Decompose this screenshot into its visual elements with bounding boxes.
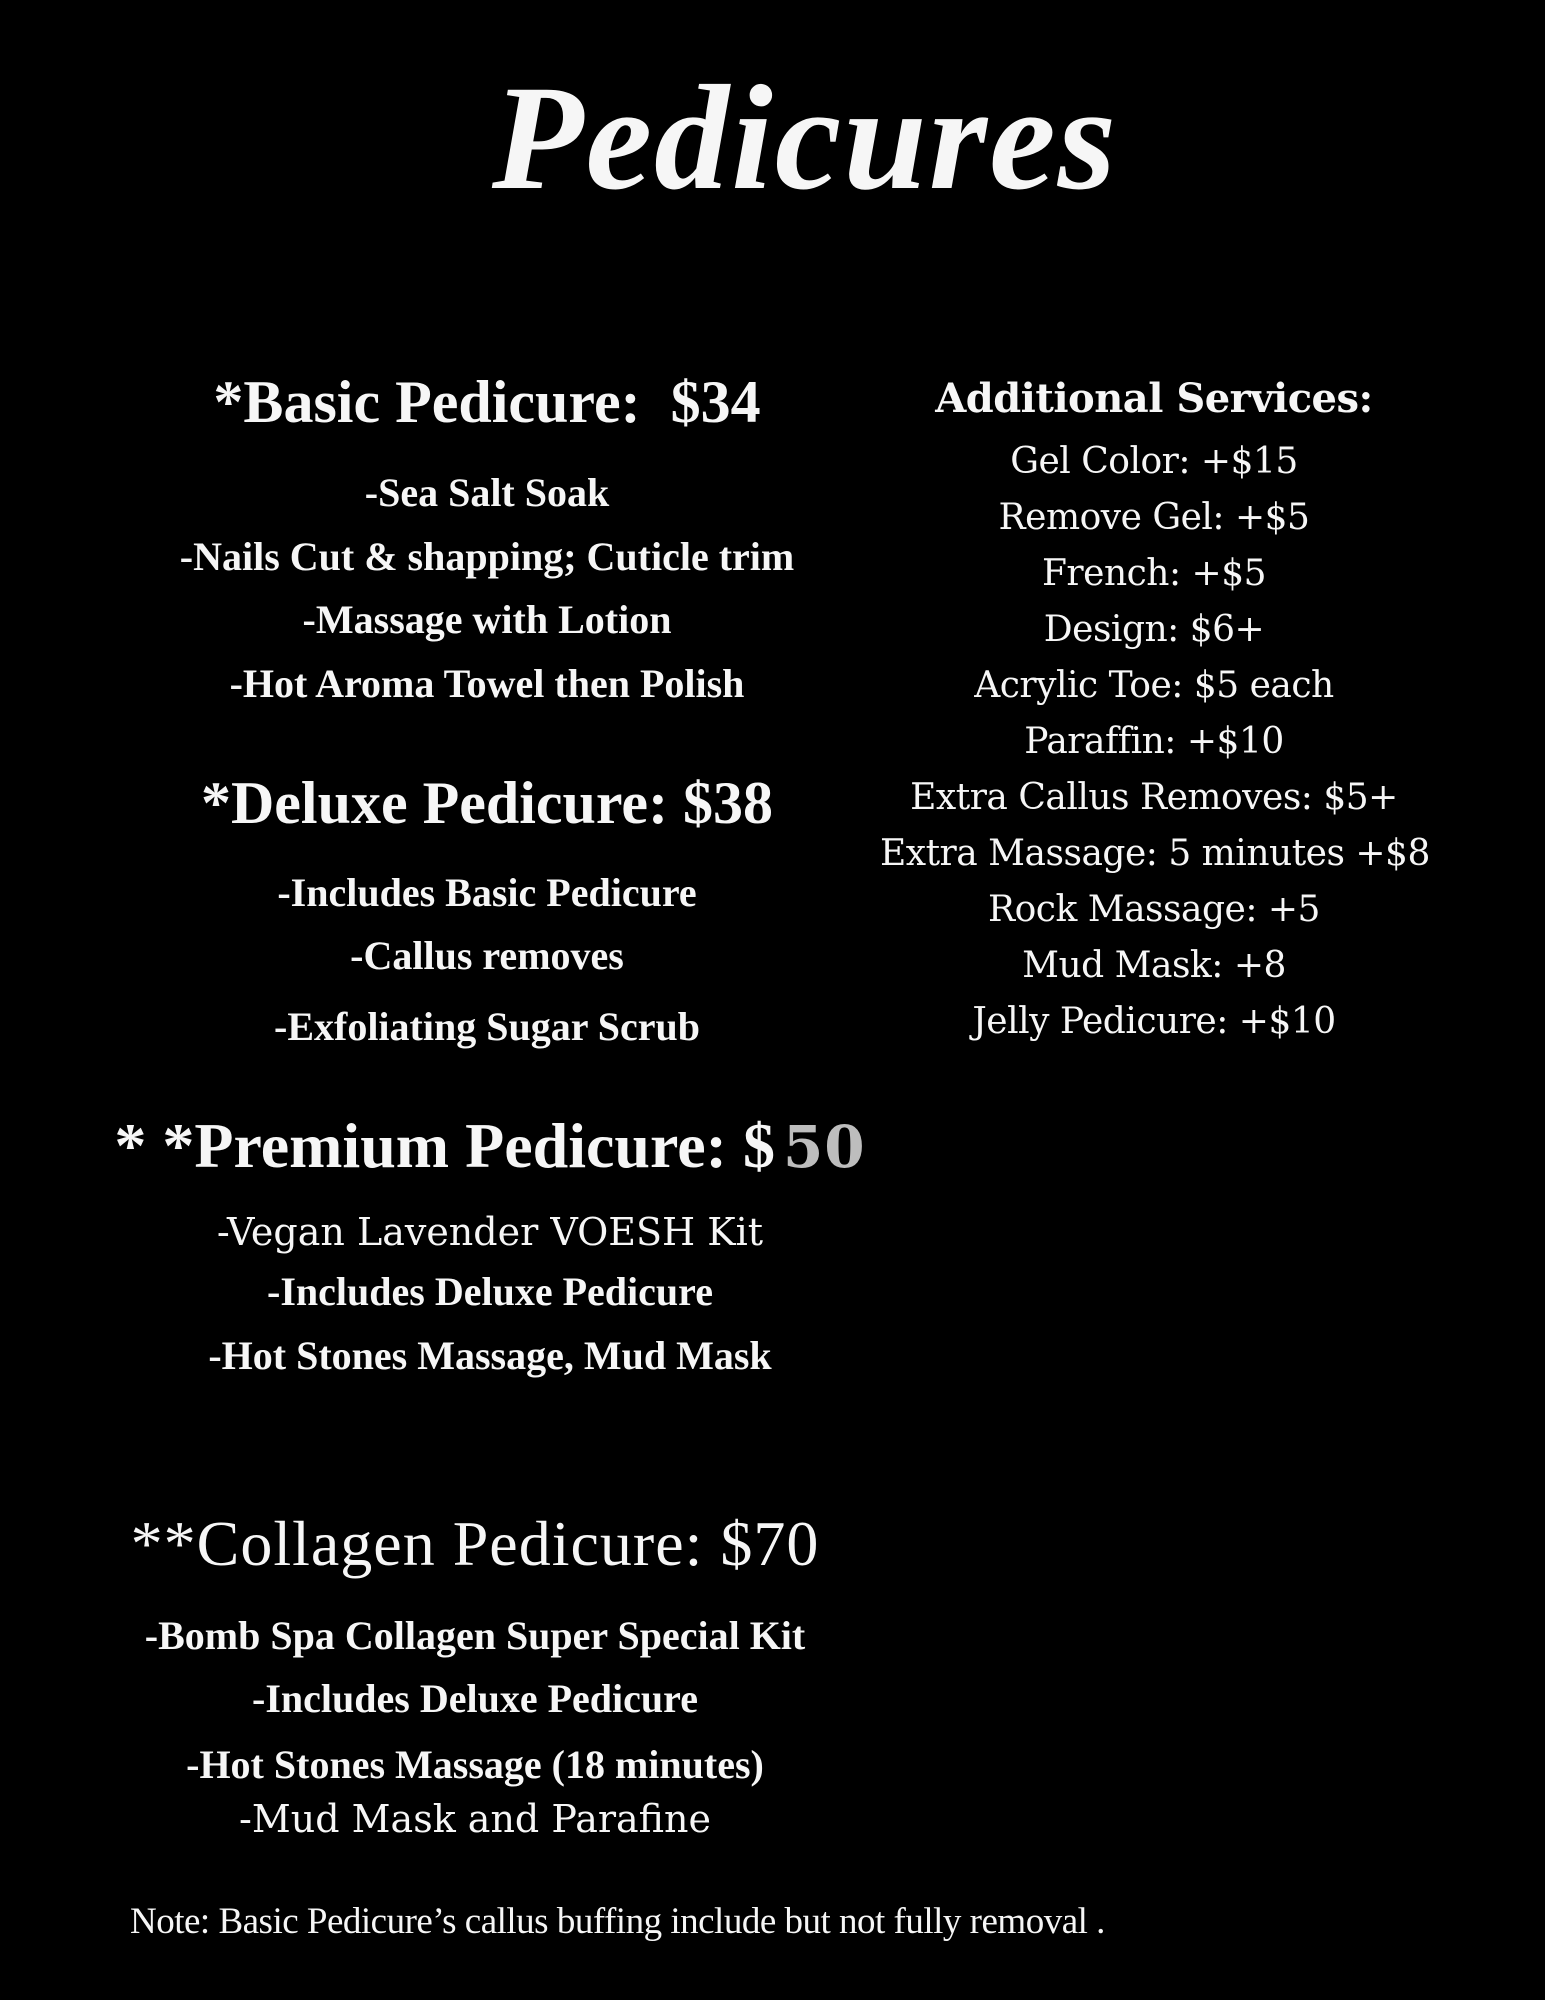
deluxe-pedicure-item: -Exfoliating Sugar Scrub — [274, 1004, 700, 1049]
additional-service-item: French: +$5 — [1041, 553, 1267, 594]
basic-pedicure-item: -Hot Aroma Towel then Polish — [229, 661, 745, 706]
additional-services-header: Additional Services: — [935, 375, 1373, 422]
footer-note: Note: Basic Pedicure’s callus buffing include but not fully removal . — [130, 1901, 1105, 1942]
additional-services-column — [880, 0, 1428, 1100]
collagen-pedicure-section — [75, 0, 875, 1900]
additional-service-item: Design: $6+ — [1043, 609, 1265, 650]
additional-service-item: Extra Callus Removes: $5+ — [910, 777, 1398, 818]
additional-service-item: Remove Gel: +$5 — [998, 497, 1310, 538]
premium-pedicure-item: -Hot Stones Massage, Mud Mask — [208, 1333, 772, 1378]
collagen-pedicure-item: -Mud Mask and Parafine — [239, 1797, 711, 1841]
additional-service-item: Gel Color: +$15 — [1010, 441, 1298, 482]
additional-service-item: Acrylic Toe: $5 each — [974, 665, 1334, 706]
page-title: Pedicures — [491, 55, 1119, 221]
basic-pedicure-item: -Massage with Lotion — [302, 597, 672, 642]
collagen-pedicure-header: **Collagen Pedicure: $70 — [130, 1508, 820, 1579]
additional-service-item: Jelly Pedicure: +$10 — [972, 1001, 1336, 1042]
additional-service-item: Paraffin: +$10 — [1024, 721, 1284, 762]
premium-price: 50 — [782, 1113, 866, 1181]
deluxe-pedicure-item: -Callus removes — [350, 933, 624, 978]
premium-pedicure-item: -Includes Deluxe Pedicure — [267, 1269, 713, 1314]
basic-pedicure-header: *Basic Pedicure: $34 — [213, 369, 761, 435]
deluxe-pedicure-header: *Deluxe Pedicure: $38 — [200, 770, 774, 836]
collagen-pedicure-item: -Bomb Spa Collagen Super Special Kit — [144, 1613, 806, 1658]
additional-service-item: Mud Mask: +8 — [1022, 945, 1286, 986]
collagen-pedicure-item: -Hot Stones Massage (18 minutes) — [186, 1742, 764, 1787]
additional-service-item: Rock Massage: +5 — [988, 889, 1320, 930]
premium-header-text: * *Premium Pedicure: $ — [114, 1110, 775, 1181]
basic-pedicure-item: -Sea Salt Soak — [364, 470, 610, 515]
basic-pedicure-item: -Nails Cut & shapping; Cuticle trim — [179, 534, 795, 579]
deluxe-pedicure-item: -Includes Basic Pedicure — [277, 870, 697, 915]
additional-service-item: Extra Massage: 5 minutes +$8 — [880, 833, 1430, 874]
collagen-pedicure-item: -Includes Deluxe Pedicure — [252, 1676, 698, 1721]
premium-pedicure-item: -Vegan Lavender VOESH Kit — [216, 1210, 764, 1254]
